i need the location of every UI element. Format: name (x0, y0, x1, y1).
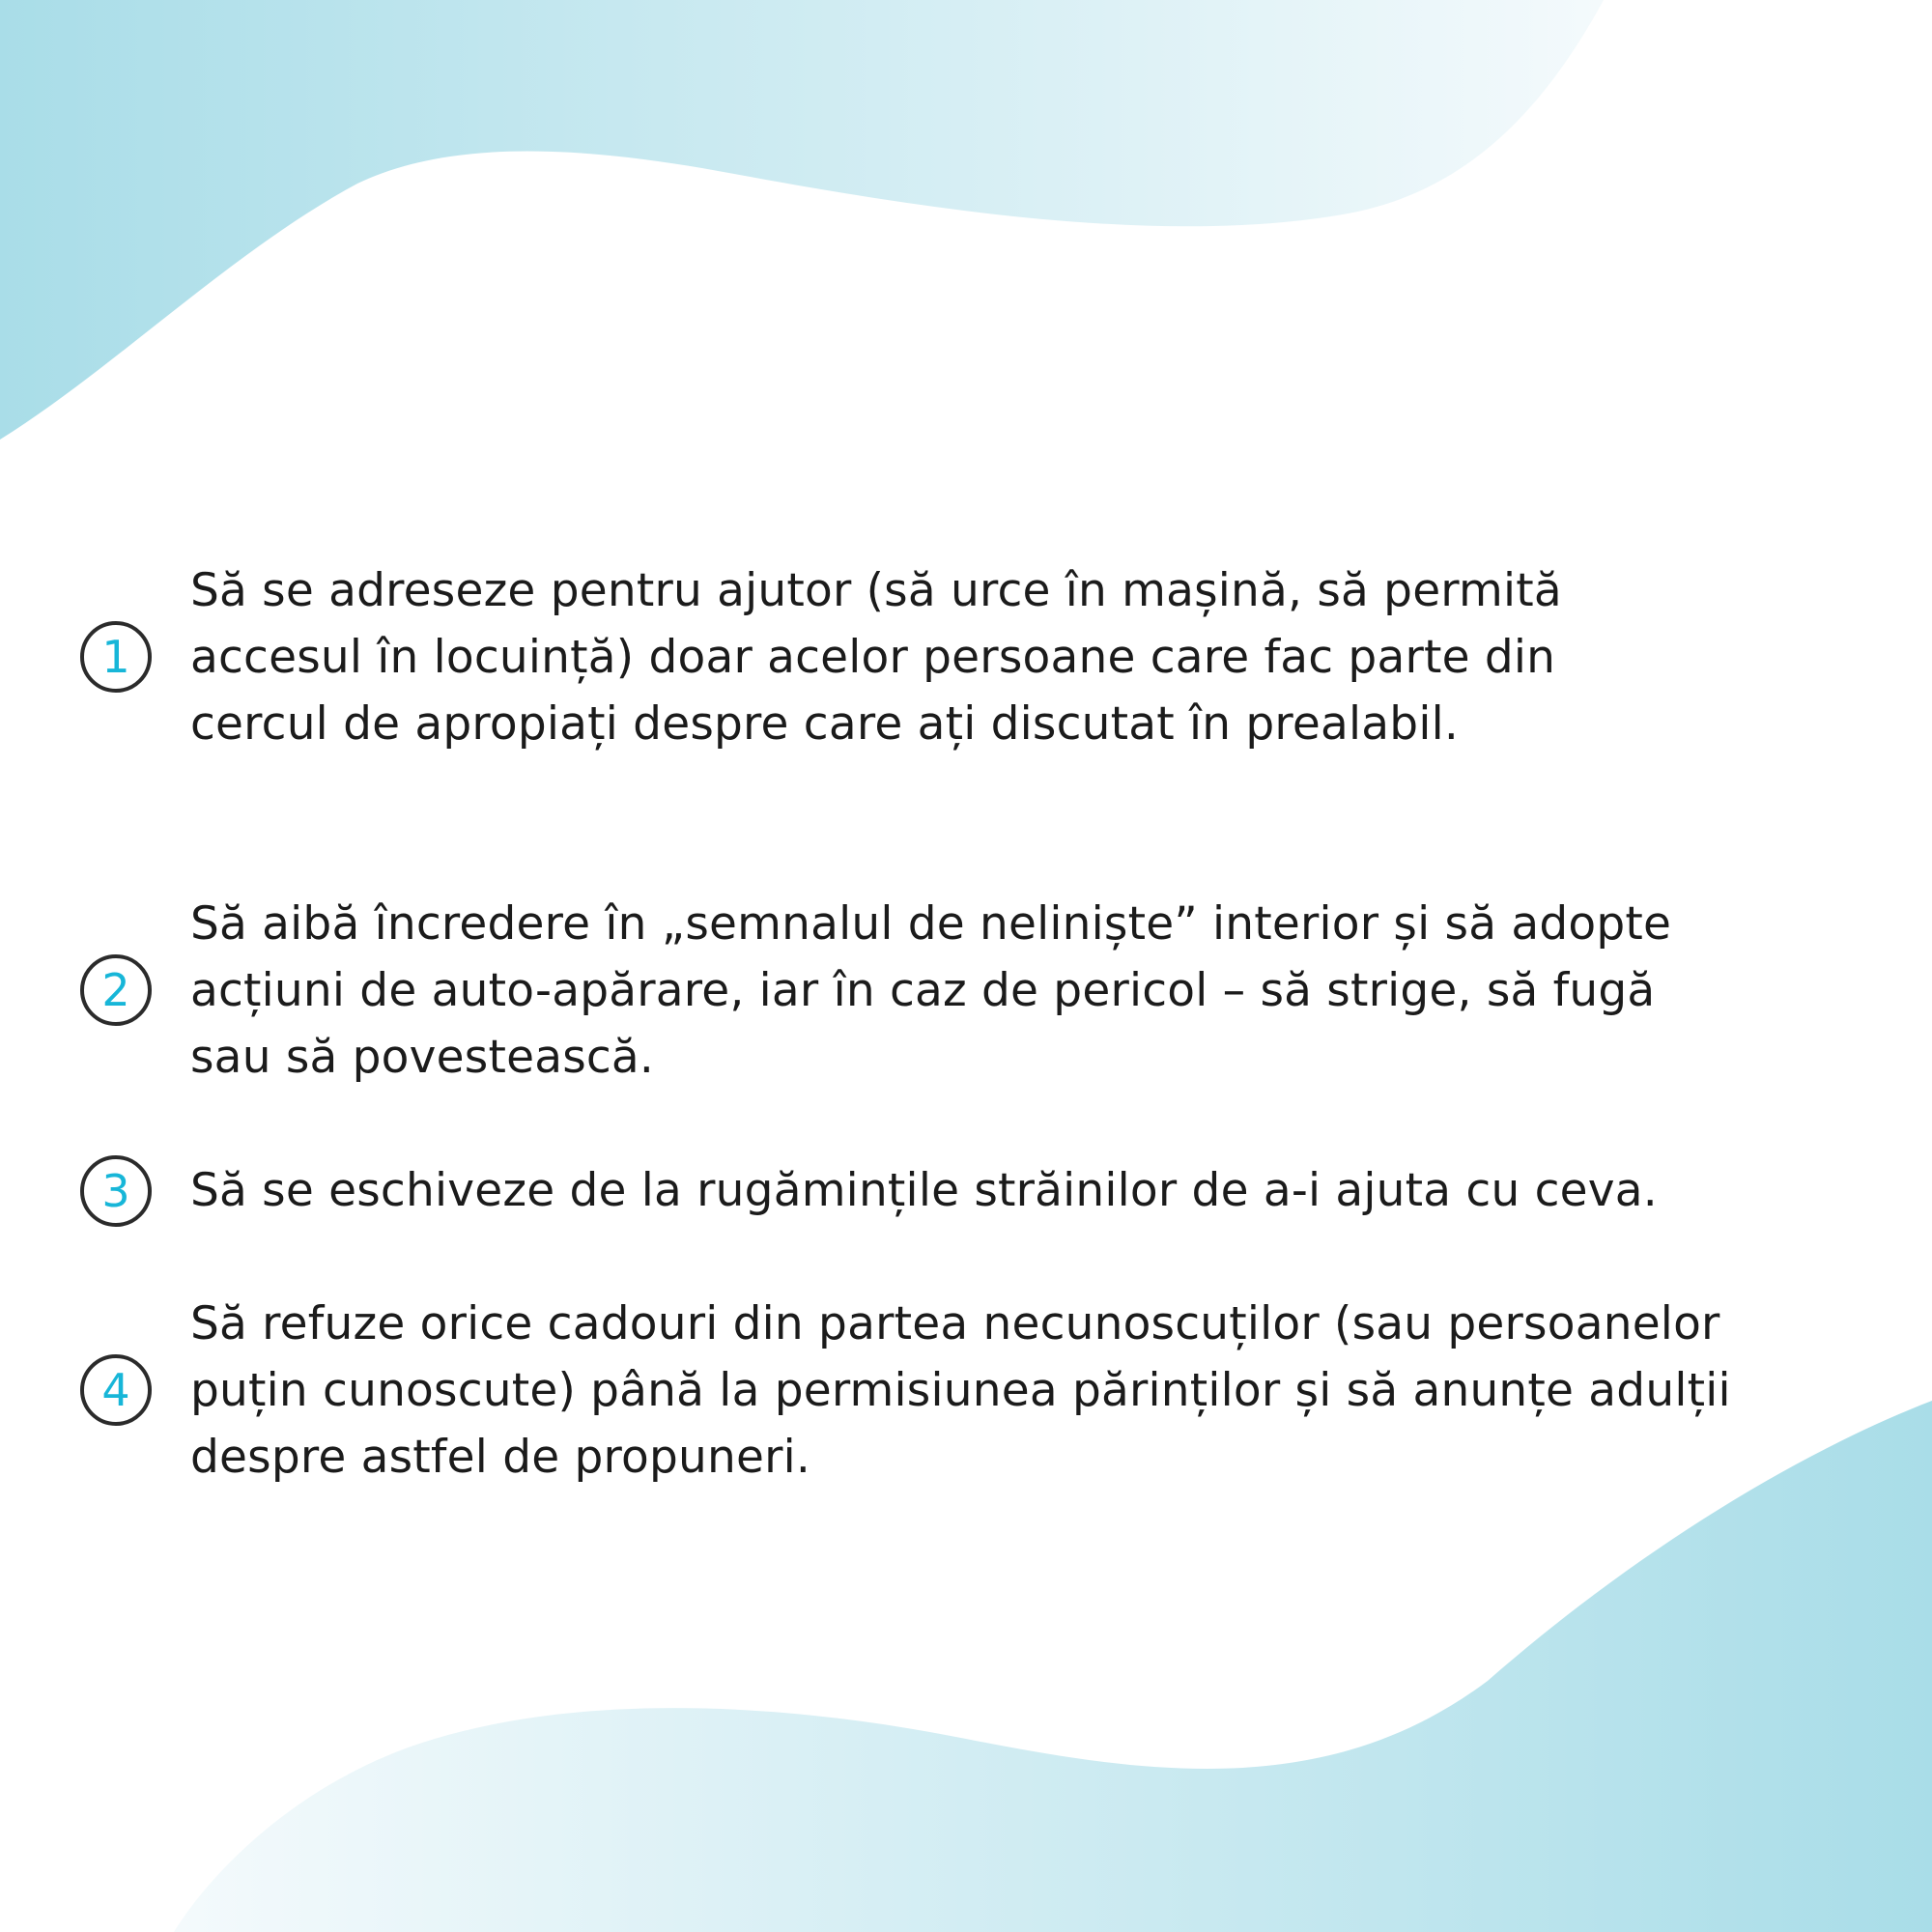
list-item-text: Să se adreseze pentru ajutor (să urce în mașină, să permită accesul în locuință) doar acelor persoane care fac parte din cercul de apropiați despre care ați discutat în prealabil. (190, 564, 1562, 751)
list-item-text: Să aibă încredere în „semnalul de neliniște” interior și să adopte acțiuni de auto-apărare, iar în caz de pericol – să strige, să fugă sau să povestească. (190, 897, 1672, 1084)
list-item-text: Să refuze orice cadouri din partea necunoscuților (sau persoanelor puțin cunoscute) până la permisiunea părinților și să anunțe adulții despre astfel de propuneri. (190, 1297, 1731, 1484)
list-item-text: Să se eschiveze de la rugămințile străinilor de a-i ajuta cu ceva. (190, 1164, 1658, 1217)
number-badge-3: 3 (80, 1155, 152, 1227)
top-wave (0, 0, 1604, 440)
list-item (0, 891, 1932, 1094)
list-item (0, 1291, 1932, 1493)
list-item (0, 557, 1932, 760)
number-badge-1: 1 (80, 621, 152, 693)
number-badge-2: 2 (80, 954, 152, 1026)
number-badge-4: 4 (80, 1354, 152, 1426)
list-item (0, 1155, 1932, 1227)
